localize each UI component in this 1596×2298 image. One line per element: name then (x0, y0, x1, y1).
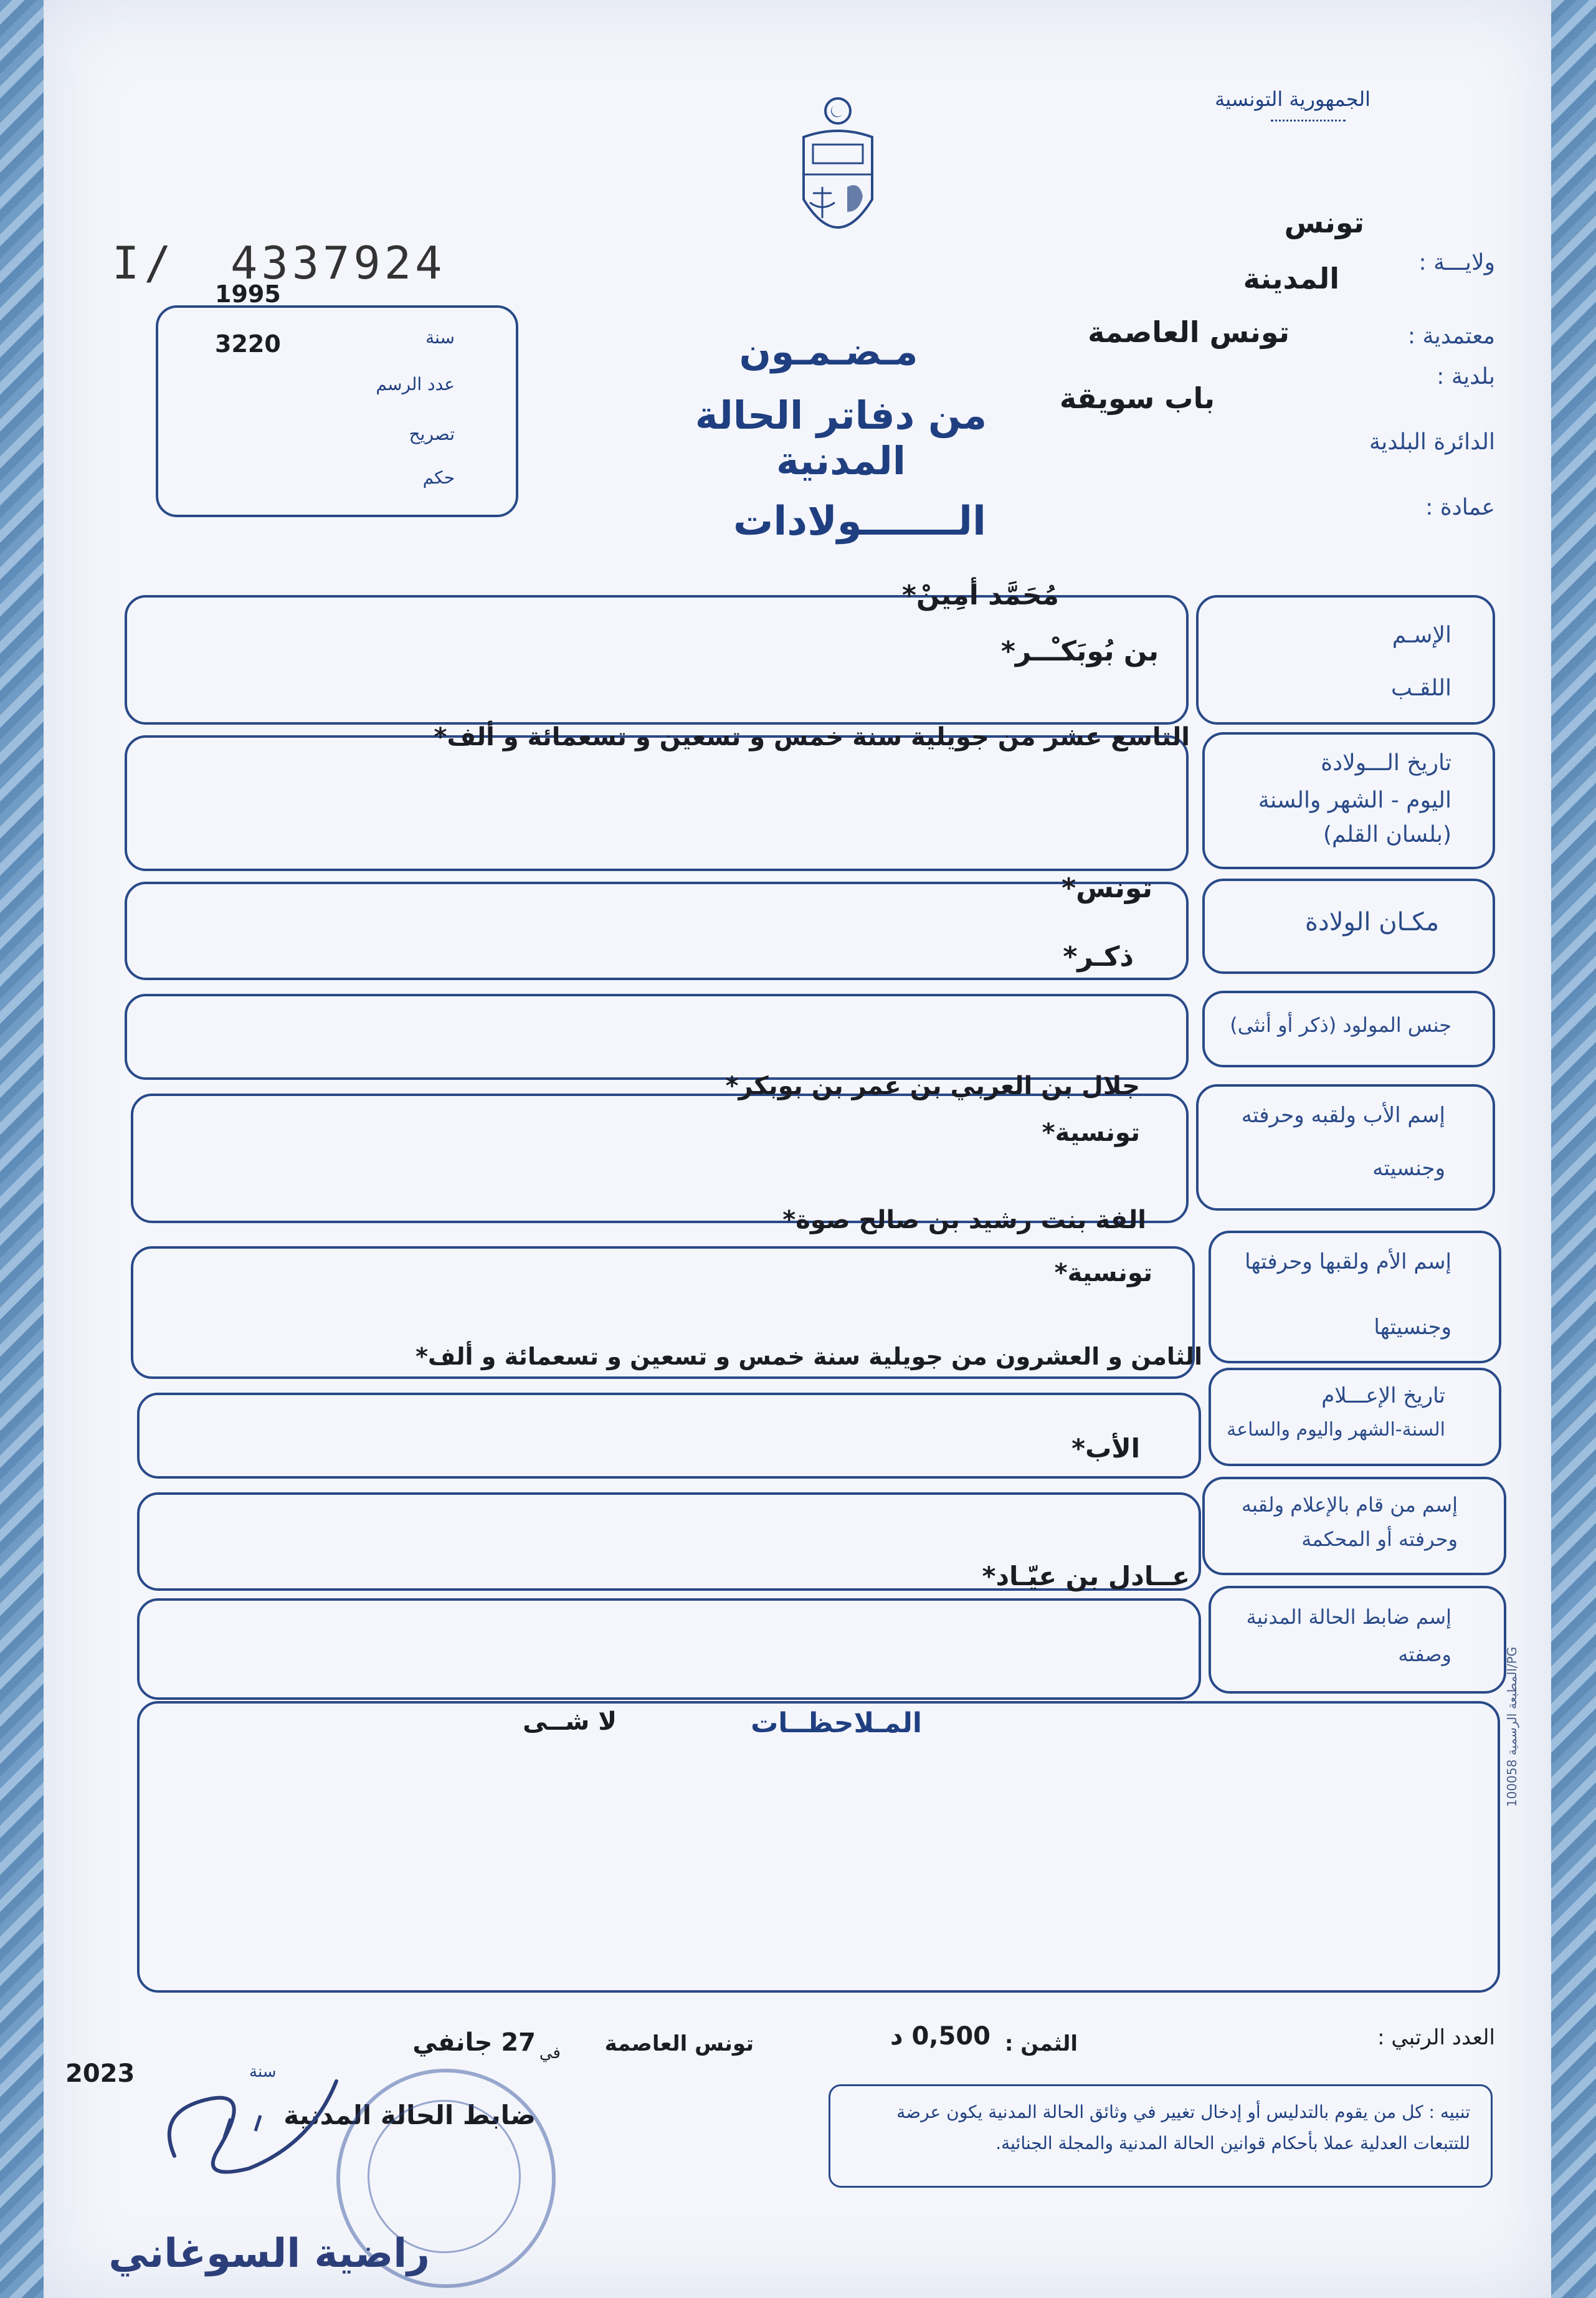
label-delegation: معتمدية : (1407, 323, 1495, 349)
label-district: الدائرة البلدية (1369, 429, 1495, 455)
value-father: جلال بن العربي بن عمر بن بوبكر* (725, 1072, 1140, 1100)
coat-of-arms-icon (791, 93, 885, 268)
value-box-declaration-date (137, 1393, 1201, 1479)
label-surname: اللقـب (1391, 675, 1451, 701)
value-box-sex (125, 994, 1189, 1080)
title-extract: مـضـمـون (739, 330, 918, 374)
value-box-officer (137, 1598, 1201, 1700)
reg-year-value: 1995 (215, 280, 281, 308)
label-birth-date-format: اليوم - الشهر والسنة (1258, 788, 1451, 813)
place-label: تونس العاصمة (604, 2031, 754, 2056)
warning-text: تنبيه : كل من يقوم بالتدليس أو إدخال تغيير في وثائق الحالة المدنية يكون عرضة للتتبعات العدلية عملا بأحكام قوانين الحالة المدنية والمجلة الجنائية. (896, 2102, 1470, 2153)
reg-declaration-label: تصريح (409, 424, 455, 444)
handwritten-signature-icon (150, 2056, 374, 2193)
label-father: إسم الأب ولقبه وحرفته (1241, 1103, 1445, 1128)
value-father-nationality: تونسية* (1042, 1118, 1140, 1147)
doc-number: 4337924 (230, 237, 446, 289)
label-birth-date-note: (بلسان القلم) (1323, 822, 1451, 847)
price-value: 0,500 د (890, 2022, 990, 2051)
value-sex: ذكـر* (1063, 941, 1134, 973)
section-title-births: الـــــــولادات (733, 498, 986, 545)
label-mother-nationality: وجنسيتها (1374, 1315, 1451, 1340)
value-birth-place: تونس* (1062, 872, 1152, 904)
value-surname: بن بُوبَكـْــر* (1000, 636, 1159, 667)
doc-prefix: I/ (112, 237, 176, 289)
value-box-father (131, 1094, 1189, 1223)
certificate-paper (44, 0, 1551, 2298)
value-declarant-relation: الأب* (1071, 1433, 1140, 1464)
notes-box (137, 1701, 1500, 1993)
value-mother: الفة بنت رشيد بن صالح صوة* (782, 1206, 1146, 1234)
date-prefix: في (539, 2044, 561, 2062)
value-municipality: باب سويقة (1059, 381, 1215, 415)
reg-fee-value: 3220 (215, 330, 281, 358)
price-label: الثمن : (1004, 2031, 1078, 2056)
label-declarant: إسم من قام بالإعلام ولقبه (1241, 1493, 1458, 1517)
label-first-name: الإسـم (1392, 622, 1451, 648)
value-declarant: عــادل بن عيّـاد* (982, 1561, 1190, 1591)
year-value: 2023 (65, 2059, 135, 2088)
label-birth-date: تاريخ الـــولادة (1321, 750, 1451, 776)
value-mother-nationality: تونسية* (1054, 1259, 1152, 1287)
reg-year-label: سنة (425, 327, 455, 348)
label-officer-role: وصفته (1398, 1642, 1451, 1666)
notes-label: المـلاحظــات (751, 1707, 922, 1739)
heading-underline (1271, 120, 1346, 122)
label-officer: إسم ضابط الحالة المدنية (1246, 1605, 1451, 1629)
label-declarant-occupation: وحرفته أو المحكمة (1301, 1527, 1458, 1551)
value-governorate: تونس (1284, 206, 1364, 239)
value-city: المدينة (1243, 262, 1339, 295)
signer-name-stamp: راضية السوغاني (108, 2231, 430, 2277)
year-label: سنة (249, 2062, 277, 2081)
value-first-name: مُحَمَّد أمِينْ* (901, 579, 1059, 611)
reg-fee-label: عدد الرسم (376, 374, 455, 394)
serial-label: العدد الرتبي : (1377, 2025, 1495, 2050)
label-governorate: ولايـــة : (1418, 250, 1495, 275)
label-municipality: بلدية : (1437, 364, 1495, 389)
registration-box (156, 305, 518, 517)
republic-heading: الجمهورية التونسية (1215, 87, 1370, 111)
value-delegation: تونس العاصمة (1088, 315, 1290, 349)
date-value: 27 جانفي (412, 2028, 536, 2057)
label-birth-place: مكـان الولادة (1304, 908, 1439, 937)
label-sector: عمادة : (1425, 495, 1495, 520)
officer-title: ضابط الحالة المدنية (283, 2100, 536, 2130)
label-sex: جنس المولود (ذكر أو أنثى) (1230, 1013, 1451, 1037)
label-father-nationality: وجنسيته (1372, 1156, 1445, 1181)
value-box-birth-date (125, 735, 1189, 871)
reg-judgment-label: حكم (422, 467, 455, 488)
label-declaration-date: تاريخ الإعـــلام (1321, 1383, 1445, 1408)
margin-printer-mark: المطبعة الرسمية 100058/PG (1504, 1646, 1519, 1807)
value-box-birth-place (125, 882, 1189, 980)
label-mother: إسم الأم ولقبها وحرفتها (1245, 1249, 1451, 1274)
title-registers: من دفاتر الحالة المدنية (695, 393, 987, 484)
notes-value: لا شــى (523, 1707, 617, 1736)
value-birth-date: التاسع عشر من جويلية سنة خمس و تسعين و تسعمائة و ألف* (434, 723, 1190, 751)
label-declaration-date-format: السنة-الشهر واليوم والساعة (1227, 1419, 1445, 1441)
value-declaration-date: الثامن و العشرون من جويلية سنة خمس و تسعين و تسعمائة و ألف* (416, 1343, 1202, 1370)
